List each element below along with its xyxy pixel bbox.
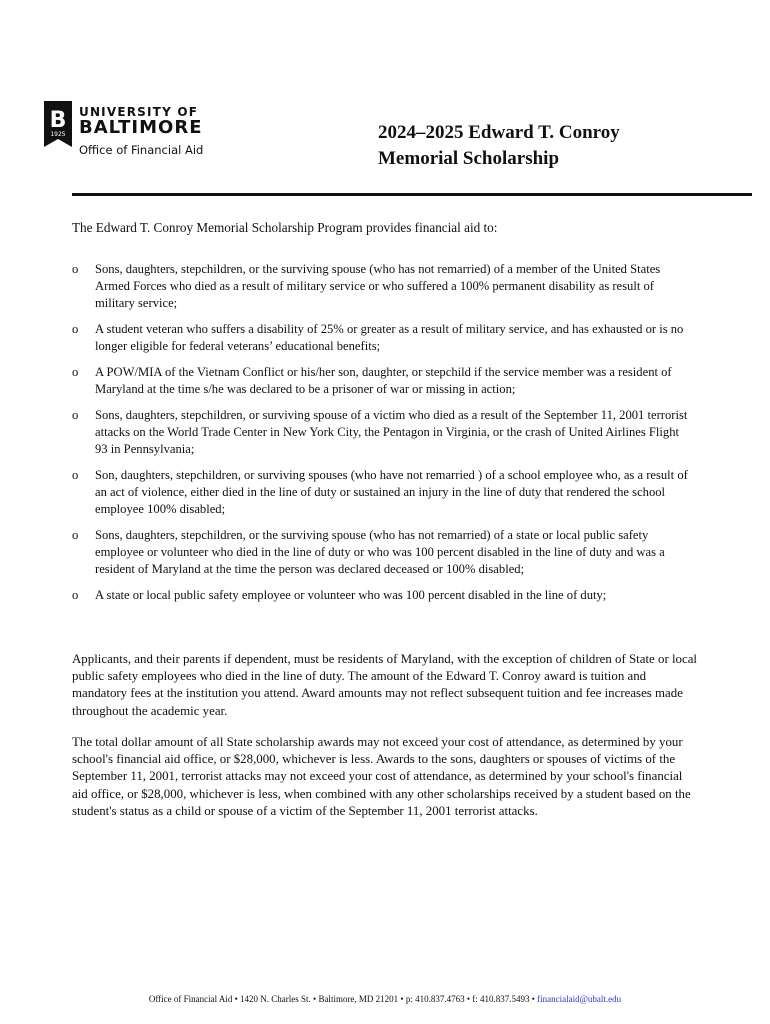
bullet-marker: o [72, 468, 79, 482]
university-logo [44, 101, 244, 161]
logo-mark-letter: B [49, 108, 67, 133]
bullet-marker: o [72, 322, 79, 336]
list-item-text: Sons, daughters, stepchildren, or the surviving spouse (who has not remarried) of a member of the United States Armed Forces who died as a result of military service or who suffered a 100% permanent disability as result of military service; [95, 262, 661, 310]
logo-mark-year: 1925 [50, 131, 66, 138]
title-divider [72, 193, 752, 196]
logo-shield-icon [44, 101, 72, 147]
logo-line-office: Office of Financial Aid [79, 143, 204, 157]
bullet-marker: o [72, 365, 79, 379]
list-item [72, 321, 692, 355]
logo-line-baltimore: BALTIMORE [79, 117, 203, 138]
footer-email-link[interactable]: financialaid@ubalt.edu [537, 994, 622, 1004]
list-item-text: Sons, daughters, stepchildren, or the surviving spouse (who has not remarried) of a state or local public safety employee or volunteer who died in the line of duty or who was 100 percent disabled in the line of duty and was a resident of Maryland at the time the person was declared deceased or 100% disabled; [95, 528, 665, 576]
list-item [72, 407, 692, 458]
award-limit-paragraph: The total dollar amount of all State scholarship awards may not exceed your cost of attendance, as determined by your school's financial aid office, or $28,000, whichever is less. Awards to the sons, daughters or spouses of victims of the September 11, 2001, terrorist attacks may not exceed your cost of attendance, as determined by your school's financial aid office, or $28,000, whichever is less, when combined with any other scholarships received by a student based on the student's status as a child or spouse of a victim of the September 11, 2001 terrorist attacks. [72, 735, 691, 818]
list-item-text: A state or local public safety employee or volunteer who was 100 percent disabled in the line of duty; [95, 588, 607, 602]
logo-line-university-of: UNIVERSITY OF [79, 105, 199, 119]
list-item [72, 467, 692, 518]
document-title: 2024–2025 Edward T. Conroy Memorial Scholarship [378, 122, 620, 169]
list-item-text: Sons, daughters, stepchildren, or surviving spouse of a victim who died as a result of the September 11, 2001 terrorist attacks on the World Trade Center in New York City, the Pentagon in Virginia, or the crash of United Airlines Flight 93 in Pennsylvania; [95, 408, 688, 456]
bullet-marker: o [72, 262, 79, 276]
bullet-marker: o [72, 588, 79, 602]
list-item [72, 587, 692, 604]
residency-paragraph: Applicants, and their parents if dependent, must be residents of Maryland, with the exception of children of State or local public safety employees who died in the line of duty. The amount of the Edward T. Conroy award is tuition and mandatory fees at the institution you attend. Award amounts may not reflect subsequent tuition and fee increases made throughout the academic year. [72, 652, 698, 718]
list-item [72, 261, 692, 312]
list-item-text: A POW/MIA of the Vietnam Conflict or his/her son, daughter, or stepchild if the service member was a resident of Maryland at the time s/he was declared to be a prisoner of war or missing in action; [95, 365, 672, 396]
bullet-marker: o [72, 408, 79, 422]
list-item [72, 527, 692, 578]
list-item-text: A student veteran who suffers a disability of 25% or greater as a result of military service, and has exhausted or is no longer eligible for federal veterans’ educational benefits; [95, 322, 684, 353]
intro-text: The Edward T. Conroy Memorial Scholarship Program provides financial aid to: [72, 220, 498, 235]
eligibility-list [72, 261, 692, 613]
bullet-marker: o [72, 528, 79, 542]
list-item [72, 364, 692, 398]
list-item-text: Son, daughters, stepchildren, or surviving spouses (who have not remarried ) of a school employee who, as a result of an act of violence, either died in the line of duty or sustained an injury in the line of duty that rendered the school employee 100% disabled; [95, 468, 688, 516]
footer-address: Office of Financial Aid • 1420 N. Charles St. • Baltimore, MD 21201 • p: 410.837.4763 • f: 410.837.5493 • [148, 994, 535, 1004]
footer-contact [0, 994, 770, 1004]
